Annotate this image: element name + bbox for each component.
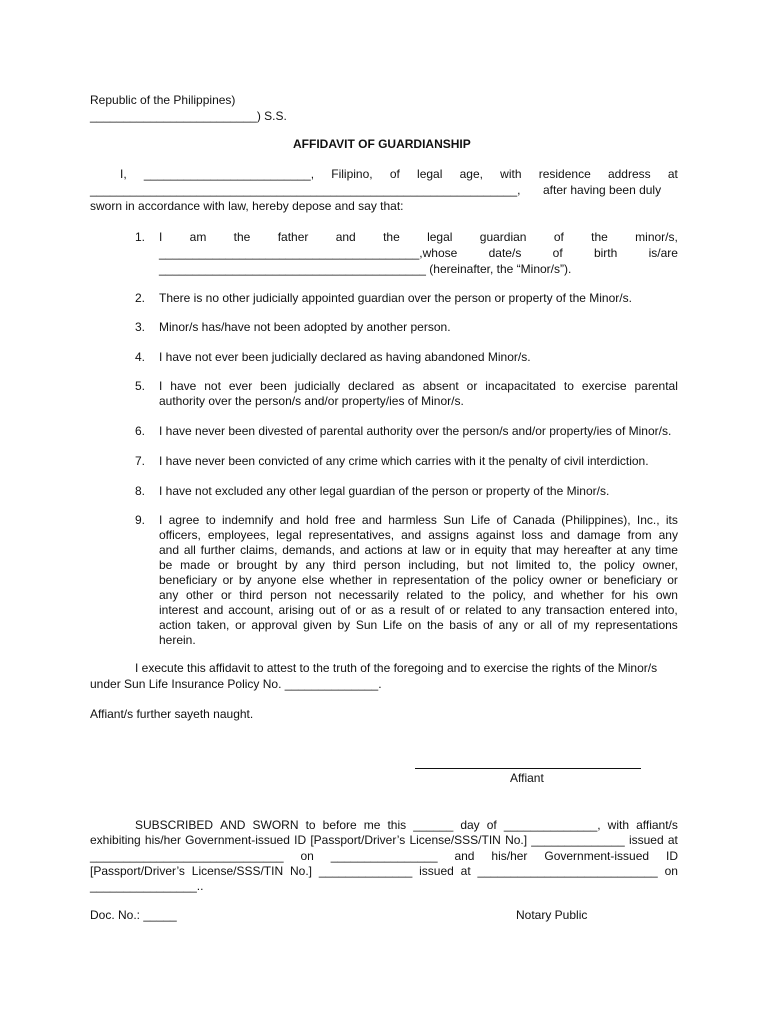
word: of bbox=[552, 246, 563, 260]
word: necessarily bbox=[338, 588, 399, 602]
word: beneficiary bbox=[603, 573, 662, 587]
execute-line-1: I execute this affidavit to attest to the truth of the foregoing and to exercise the rights of the Minor/s bbox=[135, 661, 658, 675]
item-number: 2. bbox=[135, 291, 146, 305]
word: parental bbox=[634, 379, 678, 393]
word: loss bbox=[521, 528, 544, 542]
word: Sun bbox=[355, 618, 378, 632]
item-9-line-5 bbox=[159, 573, 678, 588]
word: of bbox=[475, 573, 486, 587]
word: account, bbox=[228, 603, 274, 617]
word: Government-issued bbox=[544, 849, 650, 863]
word: I bbox=[159, 230, 163, 244]
word: No.] bbox=[505, 833, 528, 847]
word: representations bbox=[595, 618, 678, 632]
word: for bbox=[611, 588, 626, 602]
word: declared bbox=[348, 379, 395, 393]
word: or bbox=[235, 618, 246, 632]
item-number: 3. bbox=[135, 320, 146, 334]
item-1-line-1 bbox=[159, 230, 678, 245]
word: License/SSS/TIN bbox=[409, 833, 501, 847]
word: his/her bbox=[491, 849, 528, 863]
word: or bbox=[444, 543, 456, 557]
word: be bbox=[159, 558, 173, 572]
word: whether bbox=[561, 588, 604, 602]
word: No.] bbox=[289, 864, 312, 878]
word: transaction bbox=[545, 603, 605, 617]
address-blank: ________________________________________________________________, bbox=[90, 183, 521, 197]
word: of bbox=[482, 618, 493, 632]
word: third bbox=[239, 588, 263, 602]
item-1-line-2 bbox=[159, 246, 678, 261]
word: made bbox=[180, 558, 211, 572]
word: _________________________, bbox=[143, 167, 315, 181]
item-6-text: I have never been divested of parental authority over the person/s and/or property/ies of Minor/s. bbox=[159, 424, 672, 438]
word: hold bbox=[305, 513, 329, 527]
word: on bbox=[664, 864, 678, 878]
word: any bbox=[658, 528, 678, 542]
word: damage bbox=[577, 528, 621, 542]
word: exhibiting bbox=[90, 833, 141, 847]
word: law bbox=[422, 543, 441, 557]
word: or bbox=[449, 603, 461, 617]
word: of bbox=[496, 513, 507, 527]
affiant-signature-line bbox=[415, 768, 641, 769]
word: or bbox=[218, 558, 229, 572]
word: minor/s, bbox=[635, 230, 678, 244]
item-9-line-7 bbox=[159, 603, 678, 618]
word: interest bbox=[159, 603, 199, 617]
word: ID bbox=[294, 833, 307, 847]
word: the bbox=[426, 618, 444, 632]
word: my bbox=[573, 618, 590, 632]
word: his/her bbox=[144, 833, 181, 847]
word: is/are bbox=[648, 246, 678, 260]
word: to bbox=[205, 513, 216, 527]
word: [Passport/Driver’s bbox=[90, 864, 185, 878]
word: with bbox=[500, 167, 522, 181]
word: by bbox=[285, 558, 298, 572]
word: ID bbox=[666, 849, 678, 863]
word: policy, bbox=[492, 588, 526, 602]
word: age, bbox=[459, 167, 483, 181]
word: been bbox=[260, 379, 287, 393]
item-number: 6. bbox=[135, 424, 146, 438]
word: incapacitated bbox=[485, 379, 556, 393]
sayeth-line: Affiant/s further sayeth naught. bbox=[90, 707, 254, 721]
notary-public-label: Notary Public bbox=[516, 908, 588, 922]
word: employees, bbox=[207, 528, 270, 542]
word: Canada bbox=[512, 513, 555, 527]
word: result bbox=[400, 603, 430, 617]
word: the bbox=[591, 230, 608, 244]
item-1-line-3: ________________________________________ (hereinafter, the “Minor/s”). bbox=[159, 262, 572, 276]
word: the bbox=[579, 558, 597, 572]
word: person bbox=[363, 558, 401, 572]
word: father bbox=[277, 230, 309, 244]
word: Inc., bbox=[636, 513, 660, 527]
word: limited bbox=[515, 558, 551, 572]
word: I bbox=[159, 379, 163, 393]
word: or bbox=[222, 573, 234, 587]
word: [Passport/Driver’s bbox=[310, 833, 406, 847]
item-9-line-9: herein. bbox=[159, 633, 196, 647]
word: on bbox=[300, 849, 314, 863]
word: of bbox=[389, 167, 400, 181]
item-3-text: Minor/s has/have not been adopted by another person. bbox=[159, 320, 451, 334]
word: against bbox=[475, 528, 515, 542]
execute-line-2: under Sun Life Insurance Policy No. ______________. bbox=[90, 677, 382, 691]
word: judicially bbox=[294, 379, 341, 393]
word: policy bbox=[512, 573, 544, 587]
word: from bbox=[627, 528, 652, 542]
word: related bbox=[464, 603, 502, 617]
intro-line-3: sworn in accordance with law, hereby depose and say that: bbox=[90, 199, 404, 213]
word: and bbox=[335, 230, 356, 244]
word: and bbox=[203, 603, 224, 617]
item-number: 4. bbox=[135, 350, 146, 364]
word: in bbox=[460, 543, 470, 557]
word: claims, bbox=[240, 543, 278, 557]
word: I, bbox=[120, 167, 127, 181]
word: in bbox=[377, 573, 388, 587]
word: as bbox=[402, 379, 415, 393]
word: ______________, bbox=[503, 818, 601, 832]
word: License/SSS/TIN bbox=[191, 864, 284, 878]
word: policy bbox=[604, 558, 635, 572]
word: free bbox=[334, 513, 356, 527]
word: at bbox=[460, 864, 471, 878]
item-9-line-2 bbox=[159, 528, 678, 543]
word: ever bbox=[228, 379, 253, 393]
word: all bbox=[540, 618, 553, 632]
word: legal bbox=[417, 167, 443, 181]
word: and bbox=[533, 588, 554, 602]
word: to bbox=[506, 603, 517, 617]
jurat-line-4 bbox=[90, 864, 678, 879]
word: basis bbox=[449, 618, 478, 632]
affiant-label: Affiant bbox=[510, 771, 544, 785]
word: action bbox=[159, 618, 192, 632]
page-title: AFFIDAVIT OF GUARDIANSHIP bbox=[293, 137, 471, 151]
word: or bbox=[587, 573, 599, 587]
word: its bbox=[665, 513, 678, 527]
word: before bbox=[322, 818, 357, 832]
word: am bbox=[189, 230, 207, 244]
word: demands, bbox=[282, 543, 335, 557]
word: of bbox=[340, 603, 351, 617]
word: of bbox=[557, 618, 568, 632]
intro-line-2-tail: after having been duly bbox=[543, 183, 662, 197]
word: representatives, bbox=[308, 528, 395, 542]
word: other bbox=[185, 588, 214, 602]
word: at bbox=[616, 543, 627, 557]
word: or bbox=[667, 573, 678, 587]
word: _______________________________________,whose bbox=[159, 246, 458, 260]
ss-line: _________________________) S.S. bbox=[90, 109, 287, 123]
item-number: 8. bbox=[135, 484, 146, 498]
word: or bbox=[220, 588, 232, 602]
word: may bbox=[536, 543, 559, 557]
word: approval bbox=[251, 618, 298, 632]
word: and bbox=[159, 543, 180, 557]
doc-number: Doc. No.: _____ bbox=[90, 908, 177, 922]
word: related bbox=[406, 588, 444, 602]
word: ________________ bbox=[330, 849, 438, 863]
word: any bbox=[159, 588, 179, 602]
word: ______ bbox=[413, 818, 454, 832]
item-9-line-4 bbox=[159, 558, 678, 573]
word: day bbox=[460, 818, 480, 832]
jurat-line-2 bbox=[90, 833, 678, 848]
word: all bbox=[183, 543, 196, 557]
word: of bbox=[553, 230, 564, 244]
word: as bbox=[370, 603, 384, 617]
word: me bbox=[363, 818, 381, 832]
word: but bbox=[466, 558, 484, 572]
word: the bbox=[233, 230, 251, 244]
word: have bbox=[170, 379, 197, 393]
word: given bbox=[303, 618, 332, 632]
word: any bbox=[305, 558, 325, 572]
word: at bbox=[667, 167, 678, 181]
word: to bbox=[563, 379, 574, 393]
word: time bbox=[655, 543, 678, 557]
word: own bbox=[655, 588, 678, 602]
word: and bbox=[454, 849, 475, 863]
word: affiant/s bbox=[636, 818, 678, 832]
jurat-line-1 bbox=[135, 818, 678, 833]
item-4-text: I have not ever been judicially declared as having abandoned Minor/s. bbox=[159, 350, 531, 364]
word: at bbox=[407, 543, 418, 557]
word: officers, bbox=[159, 528, 201, 542]
word: not bbox=[491, 558, 509, 572]
word: I bbox=[159, 513, 163, 527]
word: entered bbox=[609, 603, 651, 617]
word: Filipino, bbox=[331, 167, 373, 181]
word: SWORN bbox=[252, 818, 299, 832]
word: into, bbox=[655, 603, 678, 617]
word: indemnify bbox=[221, 513, 274, 527]
jurat-line-3 bbox=[90, 849, 678, 864]
word: or bbox=[466, 379, 478, 393]
word: beneficiary bbox=[159, 573, 218, 587]
word: AND bbox=[220, 818, 246, 832]
word: including, bbox=[408, 558, 460, 572]
word: third bbox=[332, 558, 357, 572]
item-2-text: There is no other judicially appointed guardian over the person or property of the Minor/s. bbox=[159, 291, 632, 305]
word: ___________________________ bbox=[477, 864, 658, 878]
word: and bbox=[550, 528, 571, 542]
word: owner, bbox=[642, 558, 678, 572]
item-7-text: I have never been convicted of any crime which carries with it the penalty of civil interdiction. bbox=[159, 454, 649, 468]
word: the bbox=[383, 230, 400, 244]
word: arising bbox=[278, 603, 314, 617]
word: _____________________________ bbox=[90, 849, 284, 863]
item-number: 7. bbox=[135, 454, 146, 468]
word: a bbox=[388, 603, 396, 617]
word: owner bbox=[549, 573, 582, 587]
word: of bbox=[434, 603, 445, 617]
item-9-line-8 bbox=[159, 618, 678, 633]
word: address bbox=[607, 167, 651, 181]
word: legal bbox=[427, 230, 453, 244]
word: at bbox=[667, 833, 678, 847]
word: his bbox=[632, 588, 649, 602]
word: to bbox=[450, 588, 461, 602]
word: by bbox=[337, 618, 351, 632]
word: to bbox=[305, 818, 316, 832]
word: ______________ bbox=[531, 833, 625, 847]
word: not bbox=[314, 588, 332, 602]
word: and bbox=[361, 513, 382, 527]
word: legal bbox=[276, 528, 302, 542]
word: by bbox=[238, 573, 252, 587]
word: of bbox=[486, 818, 497, 832]
word: any bbox=[521, 603, 541, 617]
word: the bbox=[468, 588, 486, 602]
word: or bbox=[523, 618, 535, 632]
item-5-line-2: authority over the person/s and/or property/ies of Minor/s. bbox=[159, 394, 464, 408]
word: any bbox=[631, 543, 651, 557]
word: or bbox=[355, 603, 367, 617]
word: to, bbox=[558, 558, 572, 572]
item-number: 1. bbox=[135, 230, 146, 244]
word: Sun bbox=[443, 513, 465, 527]
word: with bbox=[607, 818, 630, 832]
word: Life bbox=[382, 618, 403, 632]
word: residence bbox=[538, 167, 591, 181]
word: Government-issued bbox=[185, 833, 290, 847]
word: whether bbox=[329, 573, 373, 587]
jurat-line-5: ________________.. bbox=[90, 879, 204, 893]
item-9-line-1 bbox=[159, 513, 678, 528]
word: birth bbox=[593, 246, 618, 260]
word: SUBSCRIBED bbox=[135, 818, 214, 832]
word: issued bbox=[628, 833, 664, 847]
word: representation bbox=[392, 573, 470, 587]
intro-line-1 bbox=[120, 167, 678, 182]
word: not bbox=[204, 379, 221, 393]
word: and bbox=[401, 528, 422, 542]
word: (Philippines), bbox=[561, 513, 631, 527]
word: harmless bbox=[388, 513, 437, 527]
item-5-line-1 bbox=[159, 379, 678, 394]
word: and bbox=[279, 513, 300, 527]
word: Life bbox=[470, 513, 491, 527]
item-9-line-3 bbox=[159, 543, 678, 558]
word: and bbox=[339, 543, 360, 557]
word: exercise bbox=[581, 379, 627, 393]
word: issued bbox=[419, 864, 454, 878]
word: agree bbox=[168, 513, 200, 527]
item-number: 5. bbox=[135, 379, 146, 393]
word: that bbox=[511, 543, 532, 557]
word: hereafter bbox=[563, 543, 612, 557]
word: on bbox=[407, 618, 422, 632]
word: absent bbox=[422, 379, 459, 393]
word: actions bbox=[364, 543, 403, 557]
word: any bbox=[498, 618, 519, 632]
word: taken, bbox=[196, 618, 230, 632]
word: brought bbox=[236, 558, 278, 572]
word: out bbox=[318, 603, 336, 617]
word: person bbox=[270, 588, 307, 602]
republic-line: Republic of the Philippines) bbox=[90, 93, 236, 107]
word: assigns bbox=[428, 528, 469, 542]
word: equity bbox=[474, 543, 507, 557]
word: anyone bbox=[257, 573, 297, 587]
word: this bbox=[387, 818, 407, 832]
word: ______________ bbox=[318, 864, 413, 878]
item-9-line-6 bbox=[159, 588, 678, 603]
word: the bbox=[490, 573, 508, 587]
item-number: 9. bbox=[135, 513, 146, 527]
word: guardian bbox=[479, 230, 527, 244]
word: else bbox=[302, 573, 325, 587]
word: date/s bbox=[488, 246, 522, 260]
word: further bbox=[200, 543, 236, 557]
item-8-text: I have not excluded any other legal guardian of the person or property of the Minor/s. bbox=[159, 484, 610, 498]
